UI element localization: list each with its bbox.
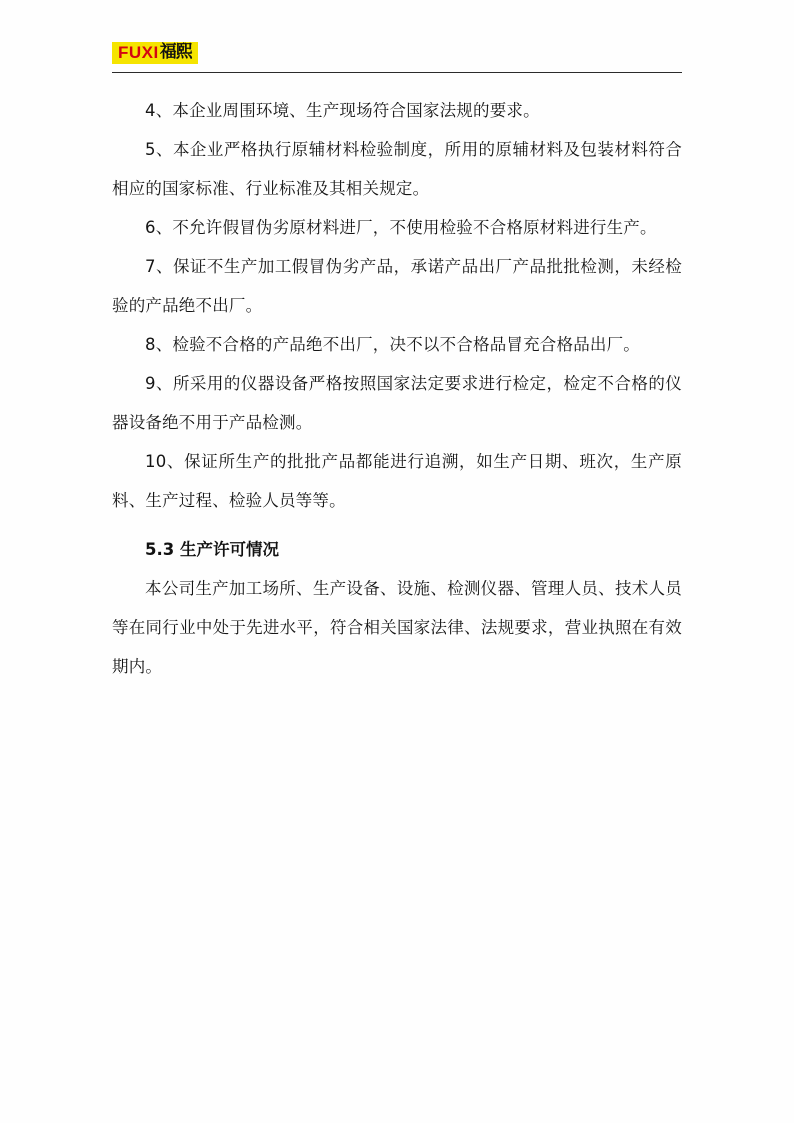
- paragraph-item-7: 7、保证不生产加工假冒伪劣产品，承诺产品出厂产品批批检测，未经检验的产品绝不出厂。: [112, 257, 682, 315]
- logo-badge: [112, 42, 198, 64]
- paragraph-closing: 本公司生产加工场所、生产设备、设施、检测仪器、管理人员、技术人员等在同行业中处于先进水平，符合相关国家法律、法规要求，营业执照在有效期内。: [112, 579, 682, 676]
- section-heading-5-3: 5.3 生产许可情况: [145, 540, 279, 559]
- logo-latin-text: FUXI: [118, 43, 159, 62]
- paragraph-item-9: 9、所采用的仪器设备严格按照国家法定要求进行检定，检定不合格的仪器设备绝不用于产品检测。: [112, 374, 682, 432]
- paragraph-item-6: 6、不允许假冒伪劣原材料进厂，不使用检验不合格原材料进行生产。: [145, 218, 657, 237]
- header-divider: [112, 72, 682, 73]
- company-logo: [112, 38, 682, 68]
- paragraph-item-4: 4、本企业周围环境、生产现场符合国家法规的要求。: [145, 101, 540, 120]
- logo-cjk-text: 福熙: [159, 42, 192, 62]
- paragraph-item-8: 8、检验不合格的产品绝不出厂，决不以不合格品冒充合格品出厂。: [145, 335, 640, 354]
- paragraph-item-5: 5、本企业严格执行原辅材料检验制度，所用的原辅材料及包装材料符合相应的国家标准、行业标准及其相关规定。: [112, 140, 682, 198]
- page-content: [112, 38, 682, 686]
- paragraph-item-10: 10、保证所生产的批批产品都能进行追溯，如生产日期、班次，生产原料、生产过程、检验人员等等。: [112, 452, 682, 510]
